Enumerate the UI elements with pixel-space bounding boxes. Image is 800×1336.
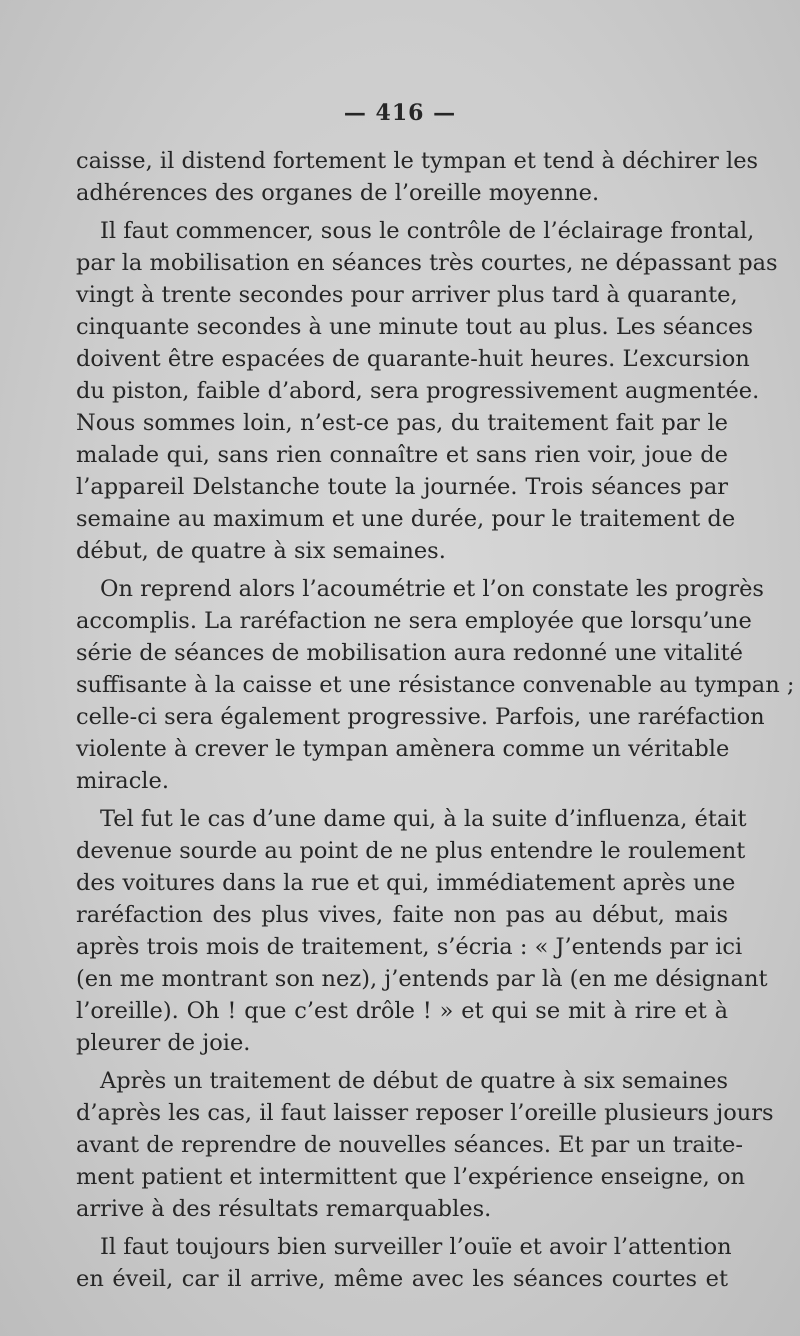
text-line: vingt à trente secondes pour arriver plus tard à quarante, [76, 282, 738, 308]
paragraph [76, 1231, 732, 1295]
text-line: début, de quatre à six semaines. [76, 538, 446, 564]
text-line: arrive à des résultats remarquables. [76, 1196, 492, 1222]
text-line: par la mobilisation en séances très courtes, ne dépassant pas [76, 250, 778, 276]
text-line: pleurer de joie. [76, 1030, 251, 1056]
paragraph [76, 215, 778, 567]
text-line: celle-ci sera également progressive. Parfois, une raréfaction [76, 704, 765, 730]
text-line: ment patient et intermittent que l’expérience enseigne, on [76, 1164, 745, 1190]
text-line: après trois mois de traitement, s’écria : « J’entends par ici [76, 934, 743, 960]
text-line: adhérences des organes de l’oreille moyenne. [76, 180, 600, 206]
text-line: miracle. [76, 768, 169, 794]
text-line: l’appareil Delstanche toute la journée. Trois séances par [76, 474, 728, 500]
text-line: Après un traitement de début de quatre à six semaines [100, 1068, 729, 1094]
text-line: doivent être espacées de quarante-huit heures. L’excursion [76, 346, 750, 372]
text-line: caisse, il distend fortement le tympan et tend à déchirer les [76, 148, 759, 174]
paragraph [76, 145, 759, 209]
text-line: Nous sommes loin, n’est-ce pas, du traitement fait par le [76, 410, 728, 436]
text-line: Il faut commencer, sous le contrôle de l’éclairage frontal, [100, 218, 755, 244]
paragraph [76, 1065, 774, 1225]
text-line: l’oreille). Oh ! que c’est drôle ! » et qui se mit à rire et à [76, 998, 728, 1024]
text-line: Tel fut le cas d’une dame qui, à la suite d’influenza, était [100, 806, 747, 832]
text-line: avant de reprendre de nouvelles séances. Et par un traite- [76, 1132, 743, 1158]
text-line: devenue sourde au point de ne plus entendre le roulement [76, 838, 746, 864]
text-line: raréfaction des plus vives, faite non pas au début, mais [76, 902, 728, 928]
text-line: (en me montrant son nez), j’entends par là (en me désignant [76, 966, 768, 992]
text-line: semaine au maximum et une durée, pour le traitement de [76, 506, 736, 532]
text-line: du piston, faible d’abord, sera progressivement augmentée. [76, 378, 760, 404]
text-line: d’après les cas, il faut laisser reposer l’oreille plusieurs jours [76, 1100, 774, 1126]
page-number: — 416 — [343, 100, 457, 126]
text-line: On reprend alors l’acoumétrie et l’on constate les progrès [100, 576, 764, 602]
text-line: accomplis. La raréfaction ne sera employée que lorsqu’une [76, 608, 752, 634]
text-line: série de séances de mobilisation aura redonné une vitalité [76, 640, 743, 666]
text-line: Il faut toujours bien surveiller l’ouïe et avoir l’attention [100, 1234, 732, 1260]
paragraph [76, 573, 795, 797]
text-line: suffisante à la caisse et une résistance convenable au tympan ; [76, 672, 795, 698]
text-line: des voitures dans la rue et qui, immédiatement après une [76, 870, 736, 896]
text-line: en éveil, car il arrive, même avec les séances courtes et [76, 1266, 728, 1292]
text-line: malade qui, sans rien connaître et sans rien voir, joue de [76, 442, 728, 468]
paragraph [76, 803, 768, 1059]
text-line: violente à crever le tympan amènera comme un véritable [76, 736, 730, 762]
text-line: cinquante secondes à une minute tout au plus. Les séances [76, 314, 754, 340]
body-text [76, 145, 795, 1295]
